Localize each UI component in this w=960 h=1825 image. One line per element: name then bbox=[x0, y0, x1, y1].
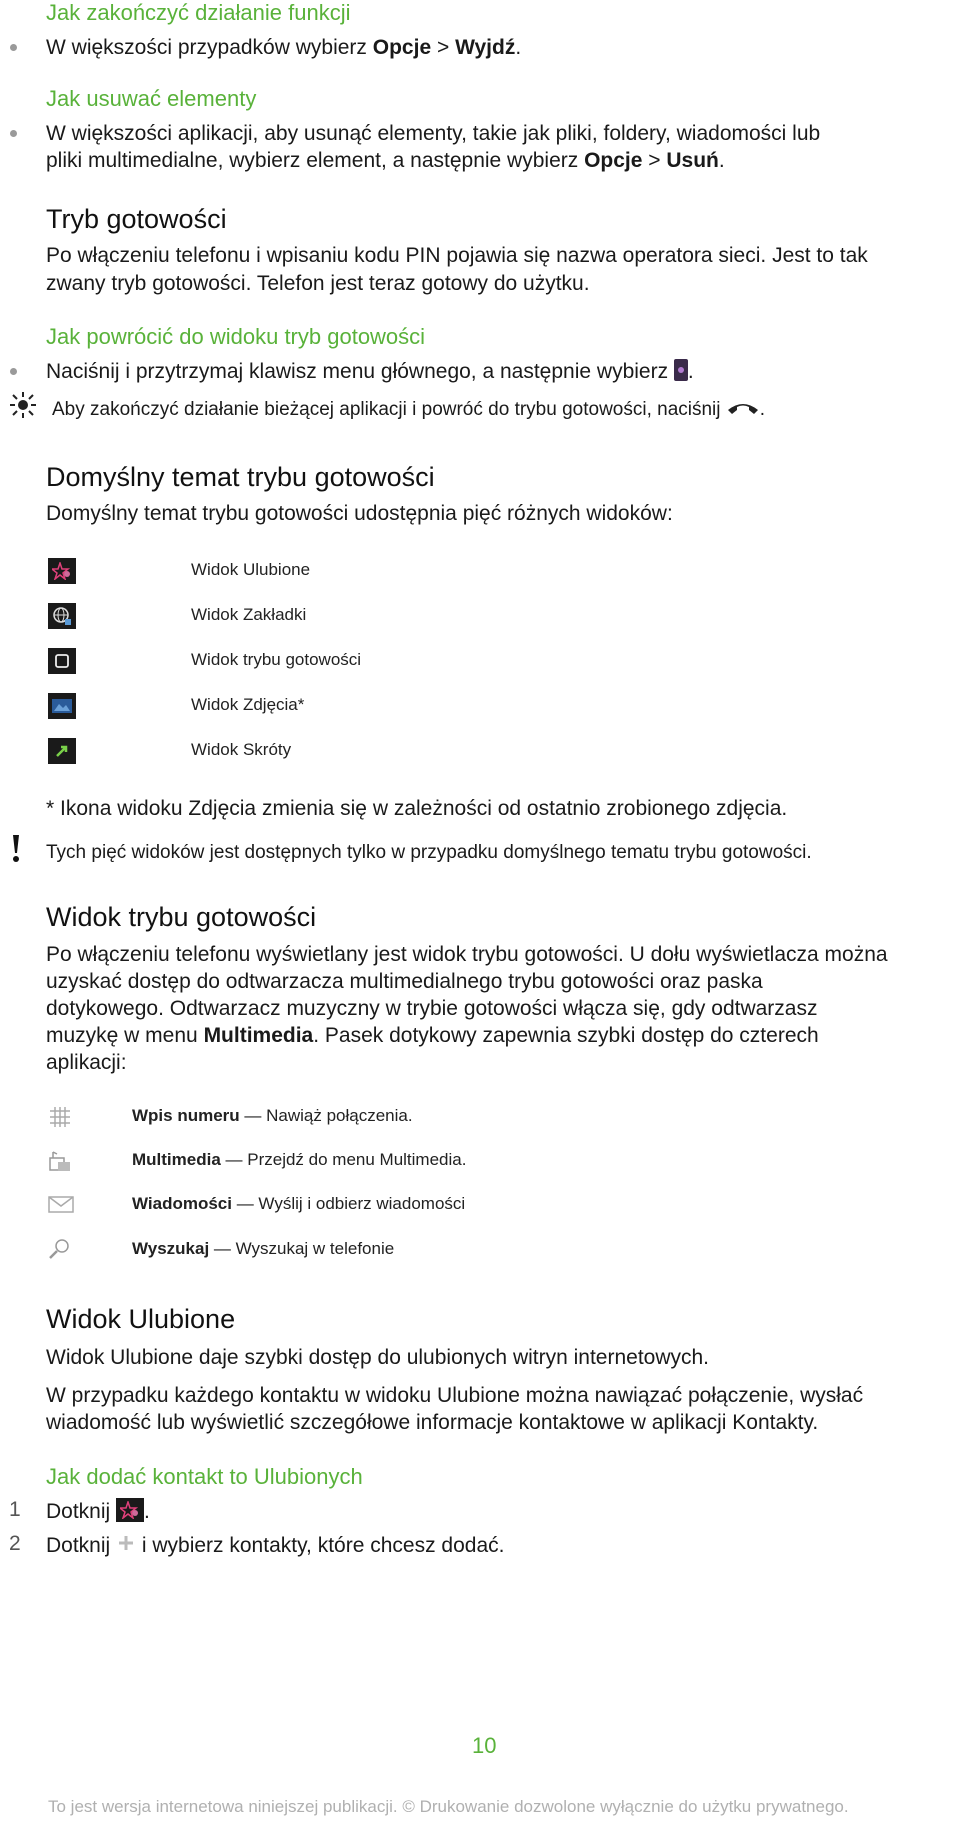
heading-standby-view: Widok trybu gotowości bbox=[46, 902, 317, 932]
end-call-icon bbox=[726, 398, 760, 422]
favorites-star-icon bbox=[48, 558, 76, 584]
views-warning: Tych pięć widoków jest dostępnych tylko w przypadku domyślnego tematu trybu gotowości. bbox=[46, 842, 812, 863]
favorites-para2-line1: W przypadku każdego kontaktu w widoku Ulubione można nawiązać połączenie, wysłać bbox=[46, 1384, 864, 1407]
add-plus-icon bbox=[116, 1533, 136, 1560]
step-2: Dotknij i wybierz kontakty, które chcesz dodać. bbox=[46, 1532, 504, 1560]
photos-footnote: * Ikona widoku Zdjęcia zmienia się w zależności od ostatnio zrobionego zdjęcia. bbox=[46, 797, 788, 820]
app-row-search: Wyszukaj — Wyszukaj w telefonie bbox=[132, 1239, 395, 1258]
page-number: 10 bbox=[472, 1733, 497, 1758]
standby-view-line3: dotykowego. Odtwarzacz muzyczny w trybie gotowości włącza się, gdy odtwarzasz bbox=[46, 997, 818, 1020]
bullet-dot bbox=[10, 368, 17, 375]
return-standby-instruction: Naciśnij i przytrzymaj klawisz menu głównego, a następnie wybierz . bbox=[46, 360, 694, 383]
favorites-para1: Widok Ulubione daje szybki dostęp do ulubionych witryn internetowych. bbox=[46, 1346, 710, 1369]
photo-landscape-icon bbox=[48, 693, 76, 719]
tip-lightbulb-icon bbox=[8, 390, 38, 420]
step-1: Dotknij . bbox=[46, 1500, 150, 1523]
standby-view-line5: aplikacji: bbox=[46, 1051, 127, 1074]
standby-para-line1: Po włączeniu telefonu i wpisaniu kodu PIN pojawia się nazwa operatora sieci. Jest to tak bbox=[46, 244, 868, 267]
multimedia-icon bbox=[48, 1150, 72, 1177]
heading-default-theme: Domyślny temat trybu gotowości bbox=[46, 462, 435, 492]
bookmarks-globe-icon bbox=[48, 603, 76, 629]
delete-instruction-line2: pliki multimedialne, wybierz element, a następnie wybierz Opcje > Usuń. bbox=[46, 149, 725, 172]
default-theme-intro: Domyślny temat trybu gotowości udostępnia pięć różnych widoków: bbox=[46, 502, 673, 525]
warning-exclamation-icon bbox=[10, 833, 22, 863]
subheading-return-standby: Jak powrócić do widoku tryb gotowości bbox=[46, 324, 426, 349]
favorites-star-icon bbox=[116, 1498, 144, 1522]
shortcut-arrow-icon bbox=[48, 738, 76, 764]
favorites-para2-line2: wiadomość lub wyświetlić szczegółowe informacje kontaktowe w aplikacji Kontakty. bbox=[46, 1411, 819, 1434]
standby-para-line2: zwany tryb gotowości. Telefon jest teraz gotowy do użytku. bbox=[46, 272, 590, 295]
footer-note: To jest wersja internetowa niniejszej publikacji. © Drukowanie dozwolone wyłącznie do użytku prywatnego. bbox=[48, 1797, 849, 1816]
delete-instruction-line1: W większości aplikacji, aby usunąć elementy, takie jak pliki, foldery, wiadomości lub bbox=[46, 122, 821, 145]
exit-instruction: W większości przypadków wybierz Opcje > Wyjdź. bbox=[46, 36, 522, 59]
step-number: 1 bbox=[9, 1498, 21, 1521]
step-number: 2 bbox=[9, 1532, 21, 1555]
app-row-multimedia: Multimedia — Przejdź do menu Multimedia. bbox=[132, 1150, 467, 1169]
magnifier-icon bbox=[48, 1238, 72, 1265]
subheading-add-favorite: Jak dodać kontakt to Ulubionych bbox=[46, 1464, 363, 1489]
section-heading-exit-function: Jak zakończyć działanie funkcji bbox=[46, 0, 351, 25]
standby-view-line2: uzyskać dostęp do odtwarzacza multimedialnego trybu gotowości oraz paska bbox=[46, 970, 763, 993]
tip-end-app: Aby zakończyć działanie bieżącej aplikacji i powróć do trybu gotowości, naciśnij . bbox=[52, 399, 766, 421]
app-row-messages: Wiadomości — Wyślij i odbierz wiadomości bbox=[132, 1194, 466, 1213]
standby-view-line4: muzykę w menu Multimedia. Pasek dotykowy zapewnia szybki dostęp do czterech bbox=[46, 1024, 819, 1047]
envelope-icon bbox=[48, 1194, 74, 1219]
bullet-dot bbox=[10, 130, 17, 137]
bullet-dot bbox=[10, 44, 17, 51]
section-heading-delete-items: Jak usuwać elementy bbox=[46, 86, 257, 111]
view-label-shortcuts: Widok Skróty bbox=[191, 740, 292, 759]
heading-favorites: Widok Ulubione bbox=[46, 1304, 236, 1334]
view-label-bookmarks: Widok Zakładki bbox=[191, 605, 307, 624]
view-label-favorites: Widok Ulubione bbox=[191, 560, 311, 579]
standby-square-icon bbox=[48, 648, 76, 674]
view-label-photos: Widok Zdjęcia* bbox=[191, 695, 305, 714]
standby-view-line1: Po włączeniu telefonu wyświetlany jest widok trybu gotowości. U dołu wyświetlacza można bbox=[46, 943, 888, 966]
dialpad-icon bbox=[48, 1106, 72, 1133]
app-row-dialpad: Wpis numeru — Nawiąż połączenia. bbox=[132, 1106, 413, 1125]
view-label-standby: Widok trybu gotowości bbox=[191, 650, 362, 669]
heading-standby: Tryb gotowości bbox=[46, 204, 227, 234]
main-menu-icon bbox=[674, 359, 688, 381]
